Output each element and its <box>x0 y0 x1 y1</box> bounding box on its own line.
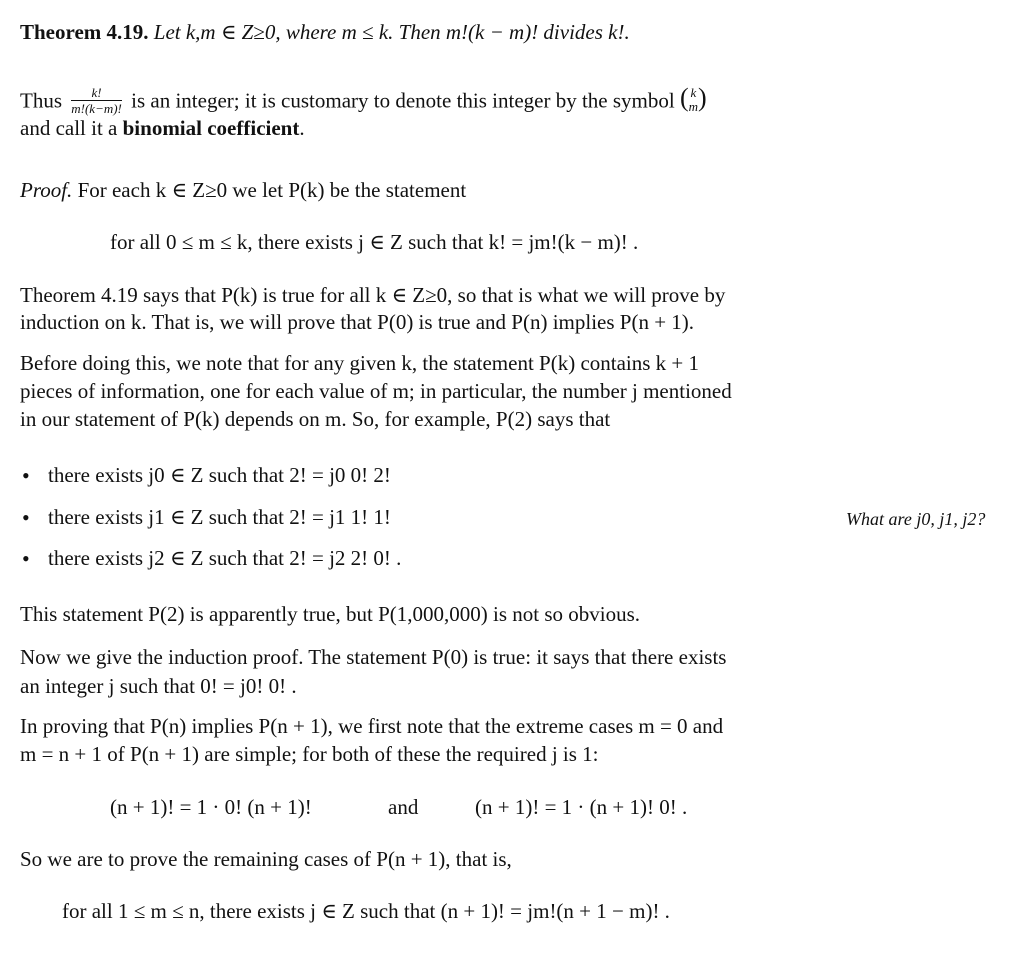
paragraph-4-line-1: Now we give the induction proof. The statement P(0) is true: it says that there exists <box>20 645 727 669</box>
bullet-dot: • <box>22 546 30 571</box>
fraction-denominator: m!(k−m)! <box>71 101 122 117</box>
theorem-line <box>20 22 630 43</box>
bullet-item: there exists j0 ∈ Z such that 2! = j0 0! 2! <box>48 463 391 487</box>
paragraph-4-line-2: an integer j such that 0! = j0! 0! . <box>20 674 297 698</box>
bullet-item: there exists j1 ∈ Z such that 2! = j1 1! 1! <box>48 505 391 529</box>
bullet-dot: • <box>22 463 30 488</box>
proof-label: Proof. <box>20 178 73 202</box>
proof-intro: For each k ∈ Z≥0 we let P(k) be the statement <box>77 178 467 202</box>
definition-line-2 <box>20 118 305 139</box>
thus-word: Thus <box>20 88 62 113</box>
definition-text: is an integer; it is customary to denote this integer by the symbol <box>131 88 675 113</box>
bullet-dot: • <box>22 505 30 530</box>
paragraph-5-line-1: In proving that P(n) implies P(n + 1), we first note that the extreme cases m = 0 and <box>20 714 724 738</box>
display-equation-3: for all 1 ≤ m ≤ n, there exists j ∈ Z such that (n + 1)! = jm!(n + 1 − m)! . <box>62 899 670 923</box>
proof-intro-line <box>20 180 466 201</box>
paragraph-2-line-1: Before doing this, we note that for any given k, the statement P(k) contains k + 1 <box>20 351 700 375</box>
theorem-label: Theorem 4.19. <box>20 20 149 44</box>
factorial-fraction <box>71 86 122 115</box>
paragraph-2-line-3: in our statement of P(k) depends on m. So, for example, P(2) says that <box>20 407 611 431</box>
definition-line-1 <box>20 83 707 117</box>
display-equation-2-right: (n + 1)! = 1 · (n + 1)! 0! . <box>475 795 688 819</box>
binomial-top: k <box>690 84 697 100</box>
display-equation-2-left: (n + 1)! = 1 · 0! (n + 1)! <box>110 795 312 819</box>
display-equation-1: for all 0 ≤ m ≤ k, there exists j ∈ Z such that k! = jm!(k − m)! . <box>110 230 639 254</box>
paragraph-6: So we are to prove the remaining cases of P(n + 1), that is, <box>20 847 512 871</box>
binomial-coefficient-term: binomial coefficient <box>122 116 300 140</box>
display-equation-2-and: and <box>388 795 419 819</box>
binomial-bottom: m <box>688 99 699 115</box>
theorem-statement: Let k,m ∈ Z≥0, where m ≤ k. Then m!(k − m)! divides k!. <box>153 20 630 44</box>
margin-note: What are j0, j1, j2? <box>846 509 986 529</box>
paragraph-1-line-1: Theorem 4.19 says that P(k) is true for all k ∈ Z≥0, so that is what we will prove by <box>20 283 726 307</box>
definition-line2-pre: and call it a <box>20 116 118 140</box>
paragraph-5-line-2: m = n + 1 of P(n + 1) are simple; for both of these the required j is 1: <box>20 742 599 766</box>
binomial-symbol: ( k m) <box>679 83 707 115</box>
fraction-numerator: k! <box>71 86 122 101</box>
paragraph-2-line-2: pieces of information, one for each value of m; in particular, the number j mentioned <box>20 379 732 403</box>
bullet-item: there exists j2 ∈ Z such that 2! = j2 2! 0! . <box>48 546 402 570</box>
paragraph-1-line-2: induction on k. That is, we will prove that P(0) is true and P(n) implies P(n + 1). <box>20 310 695 334</box>
paragraph-3: This statement P(2) is apparently true, but P(1,000,000) is not so obvious. <box>20 602 641 626</box>
definition-line2-post: . <box>299 116 305 140</box>
